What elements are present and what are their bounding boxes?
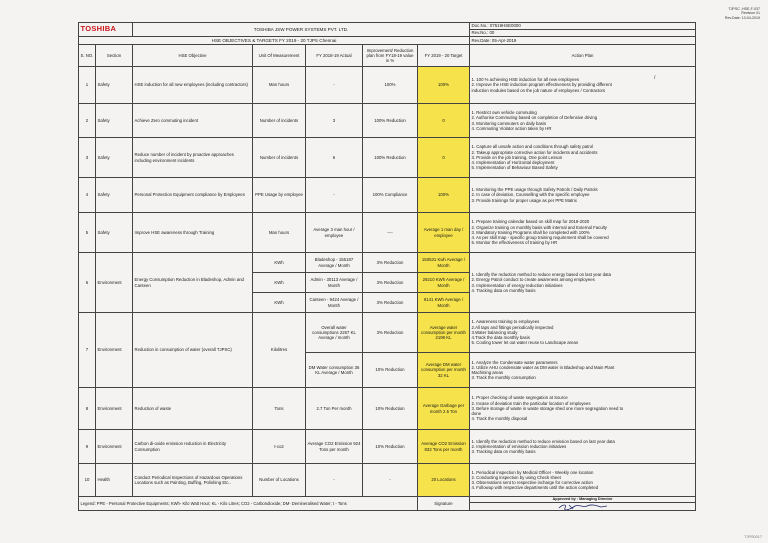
- row-sno: 1: [79, 67, 96, 104]
- row-actual: Bladeshop - 155187 Average / Month: [306, 253, 363, 273]
- plan-line: 2. Implementation of emission reduction initiatives: [471, 443, 567, 449]
- row-action-plan: [470, 104, 696, 138]
- plan-line: Machining areas: [471, 370, 504, 375]
- document-title: HSE OBJECTIVES & TARGETS FY 2019 - 20 TJPS Chennai: [79, 37, 470, 45]
- row-action-plan: [470, 313, 696, 353]
- signature-cell: [470, 497, 696, 511]
- signature-mark: [553, 503, 613, 510]
- row-unit: Kilolitres: [253, 313, 306, 388]
- plan-line: 3. Observations sent to respective incharge for corrective action: [471, 480, 593, 485]
- row-unit: Man hours: [253, 213, 306, 253]
- row-improvement: 100% Compliance: [363, 178, 418, 213]
- plan-line: 3.Water balancing study: [471, 329, 518, 335]
- row-improvement: 10% Reduction: [363, 430, 418, 464]
- row-unit: PPE Usage by employee: [253, 178, 306, 213]
- row-target: 100%: [418, 178, 470, 213]
- row-actual: Admin - 30113 Average / Month: [306, 273, 363, 293]
- row-action-plan: [470, 253, 696, 313]
- row-action-plan: [470, 213, 696, 253]
- table-row: [79, 388, 696, 430]
- col-target: FY 2019 - 20 Target: [418, 45, 470, 67]
- row-improvement: 100% Reduction: [363, 138, 418, 178]
- table-row: [79, 104, 696, 138]
- plan-line: 4. Followup with respective departments until the action completed: [471, 485, 599, 491]
- row-improvement: 100% Reduction: [363, 104, 418, 138]
- row-actual: Average 3 man hour / employee: [306, 213, 363, 253]
- row-target: Average Garbage per month 2.5 Ton: [418, 388, 470, 430]
- row-actual: Canteen - 9424 Average / Month: [306, 293, 363, 313]
- plan-line: 2. Authorise Commuting based on completion of Defensive driving: [471, 115, 598, 121]
- plan-line: 4.Track the data monthly basis: [471, 335, 530, 341]
- row-target: Average DM water consumption per month 32 KL: [418, 353, 470, 388]
- doc-number: Doc.No.: 07519HSE0000: [470, 23, 696, 30]
- row-section: Safety: [96, 213, 133, 253]
- row-objective: Conduct Periodical Inspections of Hazardous Operations Locations such as Painting, Buffing, Polishing Etc..: [133, 464, 253, 497]
- row-target: 20 Locations: [418, 464, 470, 497]
- plan-line: 2. Organize training on monthly basis with internal and External Faculty: [471, 224, 607, 230]
- row-section: Safety: [96, 67, 133, 104]
- plan-line: 3. Monitoring commuters on daily basis: [471, 120, 547, 126]
- table-row: [79, 313, 696, 353]
- row-actual: DM Water consumption 36 KL Average / Month: [306, 353, 363, 388]
- legend: Legend: PPE - Personal Protective Equipments; KWh- Kilo Watt Hour; KL - Kilo Litres; CO2 - Carbondioxide; DM- Demineralised Water; t - Tons: [79, 497, 418, 511]
- page-mark: TJPS0017: [744, 535, 762, 539]
- row-action-plan: [470, 138, 696, 178]
- row-objective: Reduction of waste: [133, 388, 253, 430]
- row-sno: 3: [79, 138, 96, 178]
- row-improvement: -: [363, 464, 418, 497]
- row-unit: KWh: [253, 293, 306, 313]
- row-sno: 8: [79, 388, 96, 430]
- row-improvement: 3% Reduction: [363, 253, 418, 273]
- row-objective: Improve HSE awareness through Training: [133, 213, 253, 253]
- footer-row: [79, 497, 696, 511]
- col-section: Section: [96, 45, 133, 67]
- col-actual: FY 2018-19 Actual: [306, 45, 363, 67]
- revision-date: Rev.Date: 05-Apr-2019: [470, 37, 696, 45]
- row-unit: Number of incidents: [253, 104, 306, 138]
- row-improvement: 3% Reduction: [363, 313, 418, 353]
- col-unit: Unit Of Measurement: [253, 45, 306, 67]
- row-objective: HSE induction for all new employees (including contractors): [133, 67, 253, 104]
- row-objective: Achieve Zero commuting incident: [133, 104, 253, 138]
- row-action-plan: [470, 430, 696, 464]
- plan-line: 3. Mandatory training Programs shall be completed with 100%: [471, 229, 590, 235]
- row-actual: -: [306, 464, 363, 497]
- col-sno: S. NO.: [79, 45, 96, 67]
- plan-line: 2. Takeup appropriate corrective action for incidents and accidents: [471, 149, 598, 155]
- table-row: [79, 178, 696, 213]
- plan-line: 1. 100 % achieving HSE induction for all new employees: [471, 77, 579, 83]
- row-section: Safety: [96, 104, 133, 138]
- row-sno: 4: [79, 178, 96, 213]
- row-section: Safety: [96, 138, 133, 178]
- toshiba-logo: TOSHIBA: [80, 24, 117, 34]
- row-unit: Man hours: [253, 67, 306, 104]
- row-target: 0: [418, 104, 470, 138]
- row-unit: Tons: [253, 388, 306, 430]
- corner-line: TJPSC -HSE-F-037: [728, 7, 760, 11]
- col-action-plan: Action Plan: [470, 45, 696, 67]
- plan-line: 3. Provide trainings for proper usage as per PPE Matrix: [471, 197, 577, 203]
- row-unit: Number of incidents: [253, 138, 306, 178]
- row-target: 0: [418, 138, 470, 178]
- plan-line: 1. Analyze the Condensate water parameters: [471, 359, 558, 365]
- row-objective: Reduction in consumption of water (overall TJPSC): [133, 313, 253, 388]
- row-section: Health: [96, 464, 133, 497]
- row-action-plan: [470, 67, 696, 104]
- plan-line: 4. As per skill map - specific group training requirement shall be covered: [471, 235, 609, 241]
- plan-line: 3. Track the monthly consumption: [471, 375, 536, 381]
- row-sno: 10: [79, 464, 96, 497]
- row-actual: 3: [306, 104, 363, 138]
- table-row: [79, 253, 696, 273]
- row-improvement: 10% Reduction: [363, 353, 418, 388]
- plan-line: 1. Identify the reduction method to reduce energy based on last year data: [471, 272, 612, 278]
- row-improvement: 3% Reduction: [363, 273, 418, 293]
- plan-line: 2. Energy Patrol conduct to create awareness among employees: [471, 277, 595, 283]
- row-sno: 7: [79, 313, 96, 388]
- row-action-plan: [470, 464, 696, 497]
- column-header-row: [79, 45, 696, 67]
- row-sno: 6: [79, 253, 96, 313]
- row-actual: Overall water consumptions 2267 KL Average / month: [306, 313, 363, 353]
- row-sno: 9: [79, 430, 96, 464]
- revision-number: Rev.No.: 00: [470, 30, 696, 37]
- corner-line: Revision 01: [741, 11, 760, 16]
- table-row: [79, 67, 696, 104]
- row-section: Environment: [96, 253, 133, 313]
- plan-line: 2. Conducting inspection by using Check sheet: [471, 474, 561, 480]
- corner-line: Rev.Date: 13-04-2019: [724, 15, 760, 20]
- row-target: Average 1 man day / employee: [418, 213, 470, 253]
- row-action-plan: [470, 178, 696, 213]
- row-action-plan: [470, 353, 696, 388]
- plan-line: 1. Periodical inspection by Medical Officer - Weekly one location: [471, 469, 594, 475]
- plan-line: 4. Tracking data on monthly basis: [471, 287, 536, 293]
- col-objective: HSE Objective: [133, 45, 253, 67]
- row-target: 29210 KWh Average / Month: [418, 273, 470, 293]
- signature-label: Signature: [418, 497, 470, 511]
- plan-line: 4. Commuting Violator action taken by HR: [471, 125, 552, 131]
- row-section: Safety: [96, 178, 133, 213]
- row-improvement: 3% Reduction: [363, 293, 418, 313]
- plan-line: 5. Monitor the effectiveness of training by HR: [471, 240, 558, 246]
- plan-line: 1. Proper checking of waste segregation at Source: [471, 395, 568, 401]
- row-unit: Number of Locations: [253, 464, 306, 497]
- plan-line: 5. Cooling tower let out water reuse to Landscape areas: [471, 340, 579, 346]
- plan-line: 5. Implementation of Behaviour Based Safety: [471, 165, 558, 171]
- plan-line: 2.All taps and fittings periodically inspected: [471, 324, 554, 330]
- row-sno: 2: [79, 104, 96, 138]
- table-row: [79, 430, 696, 464]
- row-target: Average water consumption per month 2199 KL: [418, 313, 470, 353]
- row-objective: Energy Consumption Reduction in Bladeshop, Admin and Canteen: [133, 253, 253, 313]
- hse-objectives-table: [78, 22, 696, 511]
- row-actual: 2.7 Ton Per month: [306, 388, 363, 430]
- plan-line: 3. Provide on the job training, One point Lesson: [471, 154, 563, 160]
- table-row: [79, 138, 696, 178]
- row-target: 100%: [418, 67, 470, 104]
- row-actual: -: [306, 67, 363, 104]
- row-section: Environment: [96, 313, 133, 388]
- plan-line: 2. Incase of deviation train the particular location of employees: [471, 400, 591, 406]
- row-improvement: ----: [363, 213, 418, 253]
- plan-line: 1. Restrict own vehicle commuting: [471, 110, 537, 116]
- plan-line: induction modules based on the job nature of employees / Contractors: [471, 87, 606, 93]
- row-unit: t-co2: [253, 430, 306, 464]
- plan-line: 3. Before storage of waste in waste storage shed one more segregation need to: [471, 405, 624, 411]
- row-unit: KWh: [253, 273, 306, 293]
- table-row: [79, 213, 696, 253]
- plan-line: 2. Improve the HSE induction program effectiveness by providing different: [471, 82, 612, 88]
- col-improvement: Improvement/ Reduction plan from FY18-19 value in %: [363, 45, 418, 67]
- plan-line: 2. Utilize AHU condensate water as DM water in Bladeshop and Main Plant: [471, 364, 615, 370]
- plan-line: 1. Identify the reduction method to reduce emission based on last year data: [471, 438, 615, 444]
- row-unit: KWh: [253, 253, 306, 273]
- row-actual: Average CO2 Emission 924 Tons per month: [306, 430, 363, 464]
- plan-line: 1. Monitoring the PPE usage through Safety Patrols / Daily Patrols: [471, 187, 598, 193]
- row-sno: 5: [79, 213, 96, 253]
- plan-line: 1. Prepare training calendar based on skill map for 2019-2020: [471, 219, 590, 225]
- row-section: Environment: [96, 430, 133, 464]
- plan-line: 1. Capture all unsafe action and conditions through safety patrol: [471, 144, 594, 150]
- row-target: Average CO2 Emission 832 Tons per month: [418, 430, 470, 464]
- plan-line: 4. Track the monthly disposal: [471, 416, 528, 422]
- approved-by: Approved by : Managing Director: [470, 497, 695, 503]
- plan-line: 3. Tracking data on monthly basis: [471, 449, 536, 455]
- plan-line: 1. Awareness training to employees: [471, 319, 540, 325]
- row-target: 9141 KWh Average / Month: [418, 293, 470, 313]
- row-improvement: 100%: [363, 67, 418, 104]
- handwritten-tick-mark: /: [654, 75, 656, 81]
- table-row: [79, 464, 696, 497]
- row-improvement: 10% Reduction: [363, 388, 418, 430]
- company-name: TOSHIBA JSW POWER SYSTEMS PVT. LTD.: [133, 23, 470, 37]
- row-objective: Personal Protection Equipment compliance by Employees: [133, 178, 253, 213]
- row-section: Environment: [96, 388, 133, 430]
- row-actual: -: [306, 178, 363, 213]
- row-actual: 6: [306, 138, 363, 178]
- plan-line: done: [471, 411, 482, 417]
- logo-cell: [79, 23, 133, 37]
- row-objective: Carbon di-oxide emission reduction in Electricity Consumption: [133, 430, 253, 464]
- row-target: 150531 Kwh Average / Month: [418, 253, 470, 273]
- plan-line: 3. Implementation of energy reduction initiatives: [471, 282, 563, 288]
- document-reference: [690, 7, 760, 20]
- plan-line: 2. In case of deviation, Counselling with the specific employee: [471, 192, 590, 198]
- row-action-plan: [470, 388, 696, 430]
- row-objective: Reduce number of incident by proactive approaches including environment incidents: [133, 138, 253, 178]
- plan-line: 4. Implementation of Horizontal deployment: [471, 160, 555, 166]
